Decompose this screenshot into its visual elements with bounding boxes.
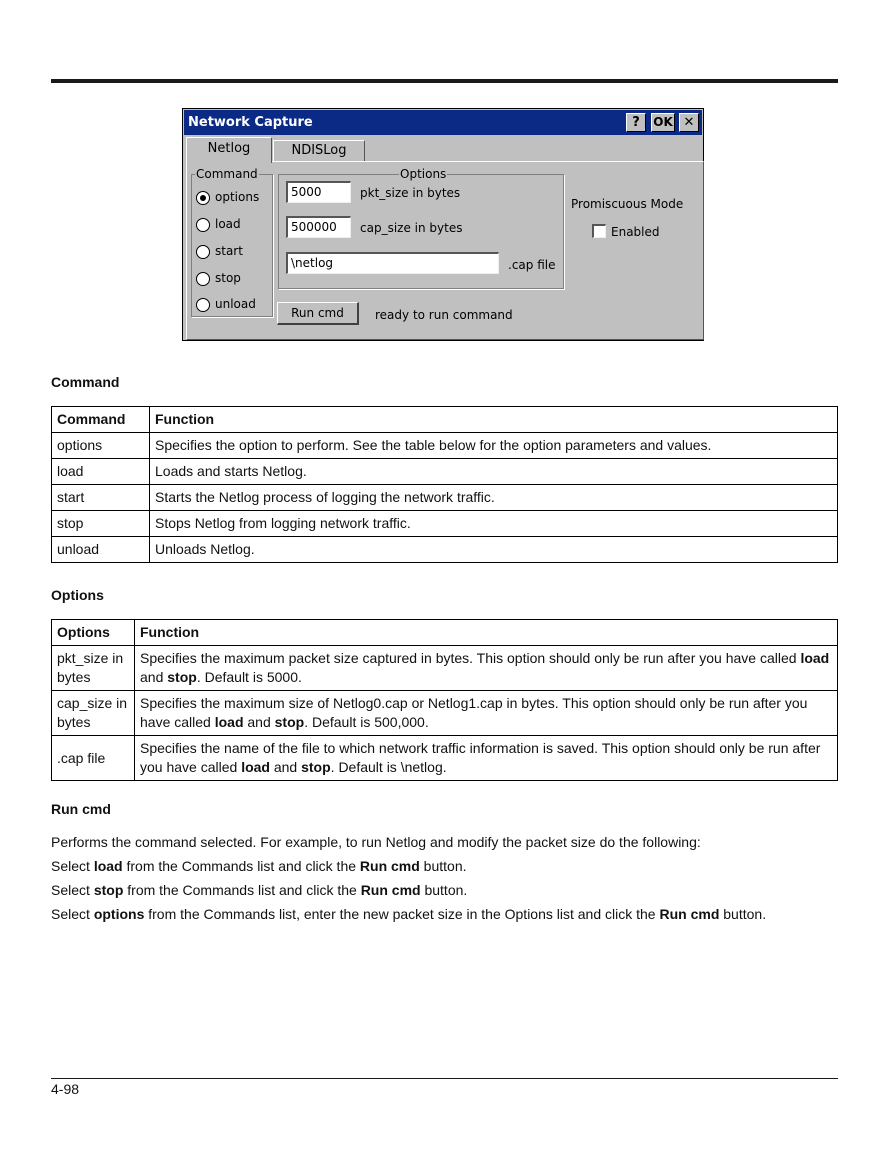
table-cell: Stops Netlog from logging network traffic. xyxy=(150,511,838,537)
table-header-row xyxy=(52,620,838,646)
bottom-rule xyxy=(51,1078,838,1079)
pkt-size-label: pkt_size in bytes xyxy=(360,186,461,200)
table-row xyxy=(52,537,838,563)
table-cell: Specifies the option to perform. See the table below for the option parameters and values. xyxy=(150,433,838,459)
tab-netlog[interactable]: Netlog xyxy=(186,137,272,163)
table-row xyxy=(52,459,838,485)
step-2: Select stop from the Commands list and click the Run cmd button. xyxy=(51,882,468,898)
options-group-label: Options xyxy=(400,167,447,181)
run-cmd-heading: Run cmd xyxy=(51,801,111,817)
table-row xyxy=(52,691,838,736)
help-button[interactable]: ? xyxy=(626,113,646,132)
close-button[interactable]: ✕ xyxy=(679,113,699,132)
radio-button[interactable] xyxy=(196,298,210,312)
step-3: Select options from the Commands list, enter the new packet size in the Options list and click the Run cmd button. xyxy=(51,906,767,922)
radio-load[interactable] xyxy=(196,215,241,233)
top-rule xyxy=(51,79,838,83)
options-table xyxy=(51,619,838,781)
table-row xyxy=(52,485,838,511)
table-cell: Specifies the name of the file to which network traffic information is saved. This option should only be run after you have called load and stop. Default is \netlog. xyxy=(135,736,838,781)
network-capture-dialog xyxy=(182,108,704,341)
command-group-label: Command xyxy=(196,167,258,181)
table-cell: Loads and starts Netlog. xyxy=(150,459,838,485)
table-cell: Specifies the maximum size of Netlog0.cap or Netlog1.cap in bytes. This option should only be run after you have called load and stop. Default is 500,000. xyxy=(135,691,838,736)
radio-button[interactable] xyxy=(196,272,210,286)
command-table xyxy=(51,406,838,563)
tab-ndislog[interactable]: NDISLog xyxy=(273,140,365,162)
table-cell: load xyxy=(52,459,150,485)
radio-button-checked[interactable] xyxy=(196,191,210,205)
options-group xyxy=(278,167,564,289)
table-cell: pkt_size in bytes xyxy=(52,646,135,691)
enabled-label: Enabled xyxy=(611,225,660,239)
page-number: 4-98 xyxy=(51,1081,80,1097)
table-header-row xyxy=(52,407,838,433)
cap-file-label: .cap file xyxy=(508,258,556,272)
netlog-panel xyxy=(186,161,704,340)
cap-size-label: cap_size in bytes xyxy=(360,221,463,235)
table-cell: Starts the Netlog process of logging the network traffic. xyxy=(150,485,838,511)
radio-start[interactable] xyxy=(196,242,243,260)
table-row xyxy=(52,736,838,781)
radio-label: options xyxy=(215,190,260,204)
radio-button[interactable] xyxy=(196,245,210,259)
table-cell: stop xyxy=(52,511,150,537)
dialog-titlebar xyxy=(184,110,702,135)
radio-stop[interactable] xyxy=(196,269,241,287)
radio-label: load xyxy=(215,217,241,231)
table-cell: Specifies the maximum packet size captured in bytes. This option should only be run after you have called load and stop. Default is 5000. xyxy=(135,646,838,691)
command-heading: Command xyxy=(51,374,120,390)
radio-label: start xyxy=(215,244,243,258)
table-cell: start xyxy=(52,485,150,511)
status-text: ready to run command xyxy=(375,308,513,322)
table-header: Command xyxy=(52,407,150,433)
table-cell: .cap file xyxy=(52,736,135,781)
table-cell: cap_size in bytes xyxy=(52,691,135,736)
table-row xyxy=(52,646,838,691)
enabled-checkbox[interactable] xyxy=(592,224,606,238)
run-cmd-intro: Performs the command selected. For example, to run Netlog and modify the packet size do the following: xyxy=(51,834,701,850)
step-1: Select load from the Commands list and click the Run cmd button. xyxy=(51,858,467,874)
pkt-size-input[interactable]: 5000 xyxy=(286,181,351,203)
radio-options[interactable] xyxy=(196,188,259,206)
radio-label: stop xyxy=(215,271,241,285)
table-row xyxy=(52,511,838,537)
radio-button[interactable] xyxy=(196,218,210,232)
table-header: Function xyxy=(135,620,838,646)
radio-label: unload xyxy=(215,297,256,311)
table-row xyxy=(52,433,838,459)
table-cell: unload xyxy=(52,537,150,563)
command-group xyxy=(191,167,273,317)
table-cell: Unloads Netlog. xyxy=(150,537,838,563)
options-heading: Options xyxy=(51,587,104,603)
table-cell: options xyxy=(52,433,150,459)
radio-unload[interactable] xyxy=(196,295,256,313)
ok-button[interactable]: OK xyxy=(651,113,675,132)
run-cmd-button[interactable]: Run cmd xyxy=(277,302,359,325)
dialog-title: Network Capture xyxy=(188,115,313,130)
cap-size-input[interactable]: 500000 xyxy=(286,216,351,238)
table-header: Options xyxy=(52,620,135,646)
cap-file-input[interactable]: \netlog xyxy=(286,252,499,274)
promiscuous-mode-label: Promiscuous Mode xyxy=(571,197,684,211)
table-header: Function xyxy=(150,407,838,433)
